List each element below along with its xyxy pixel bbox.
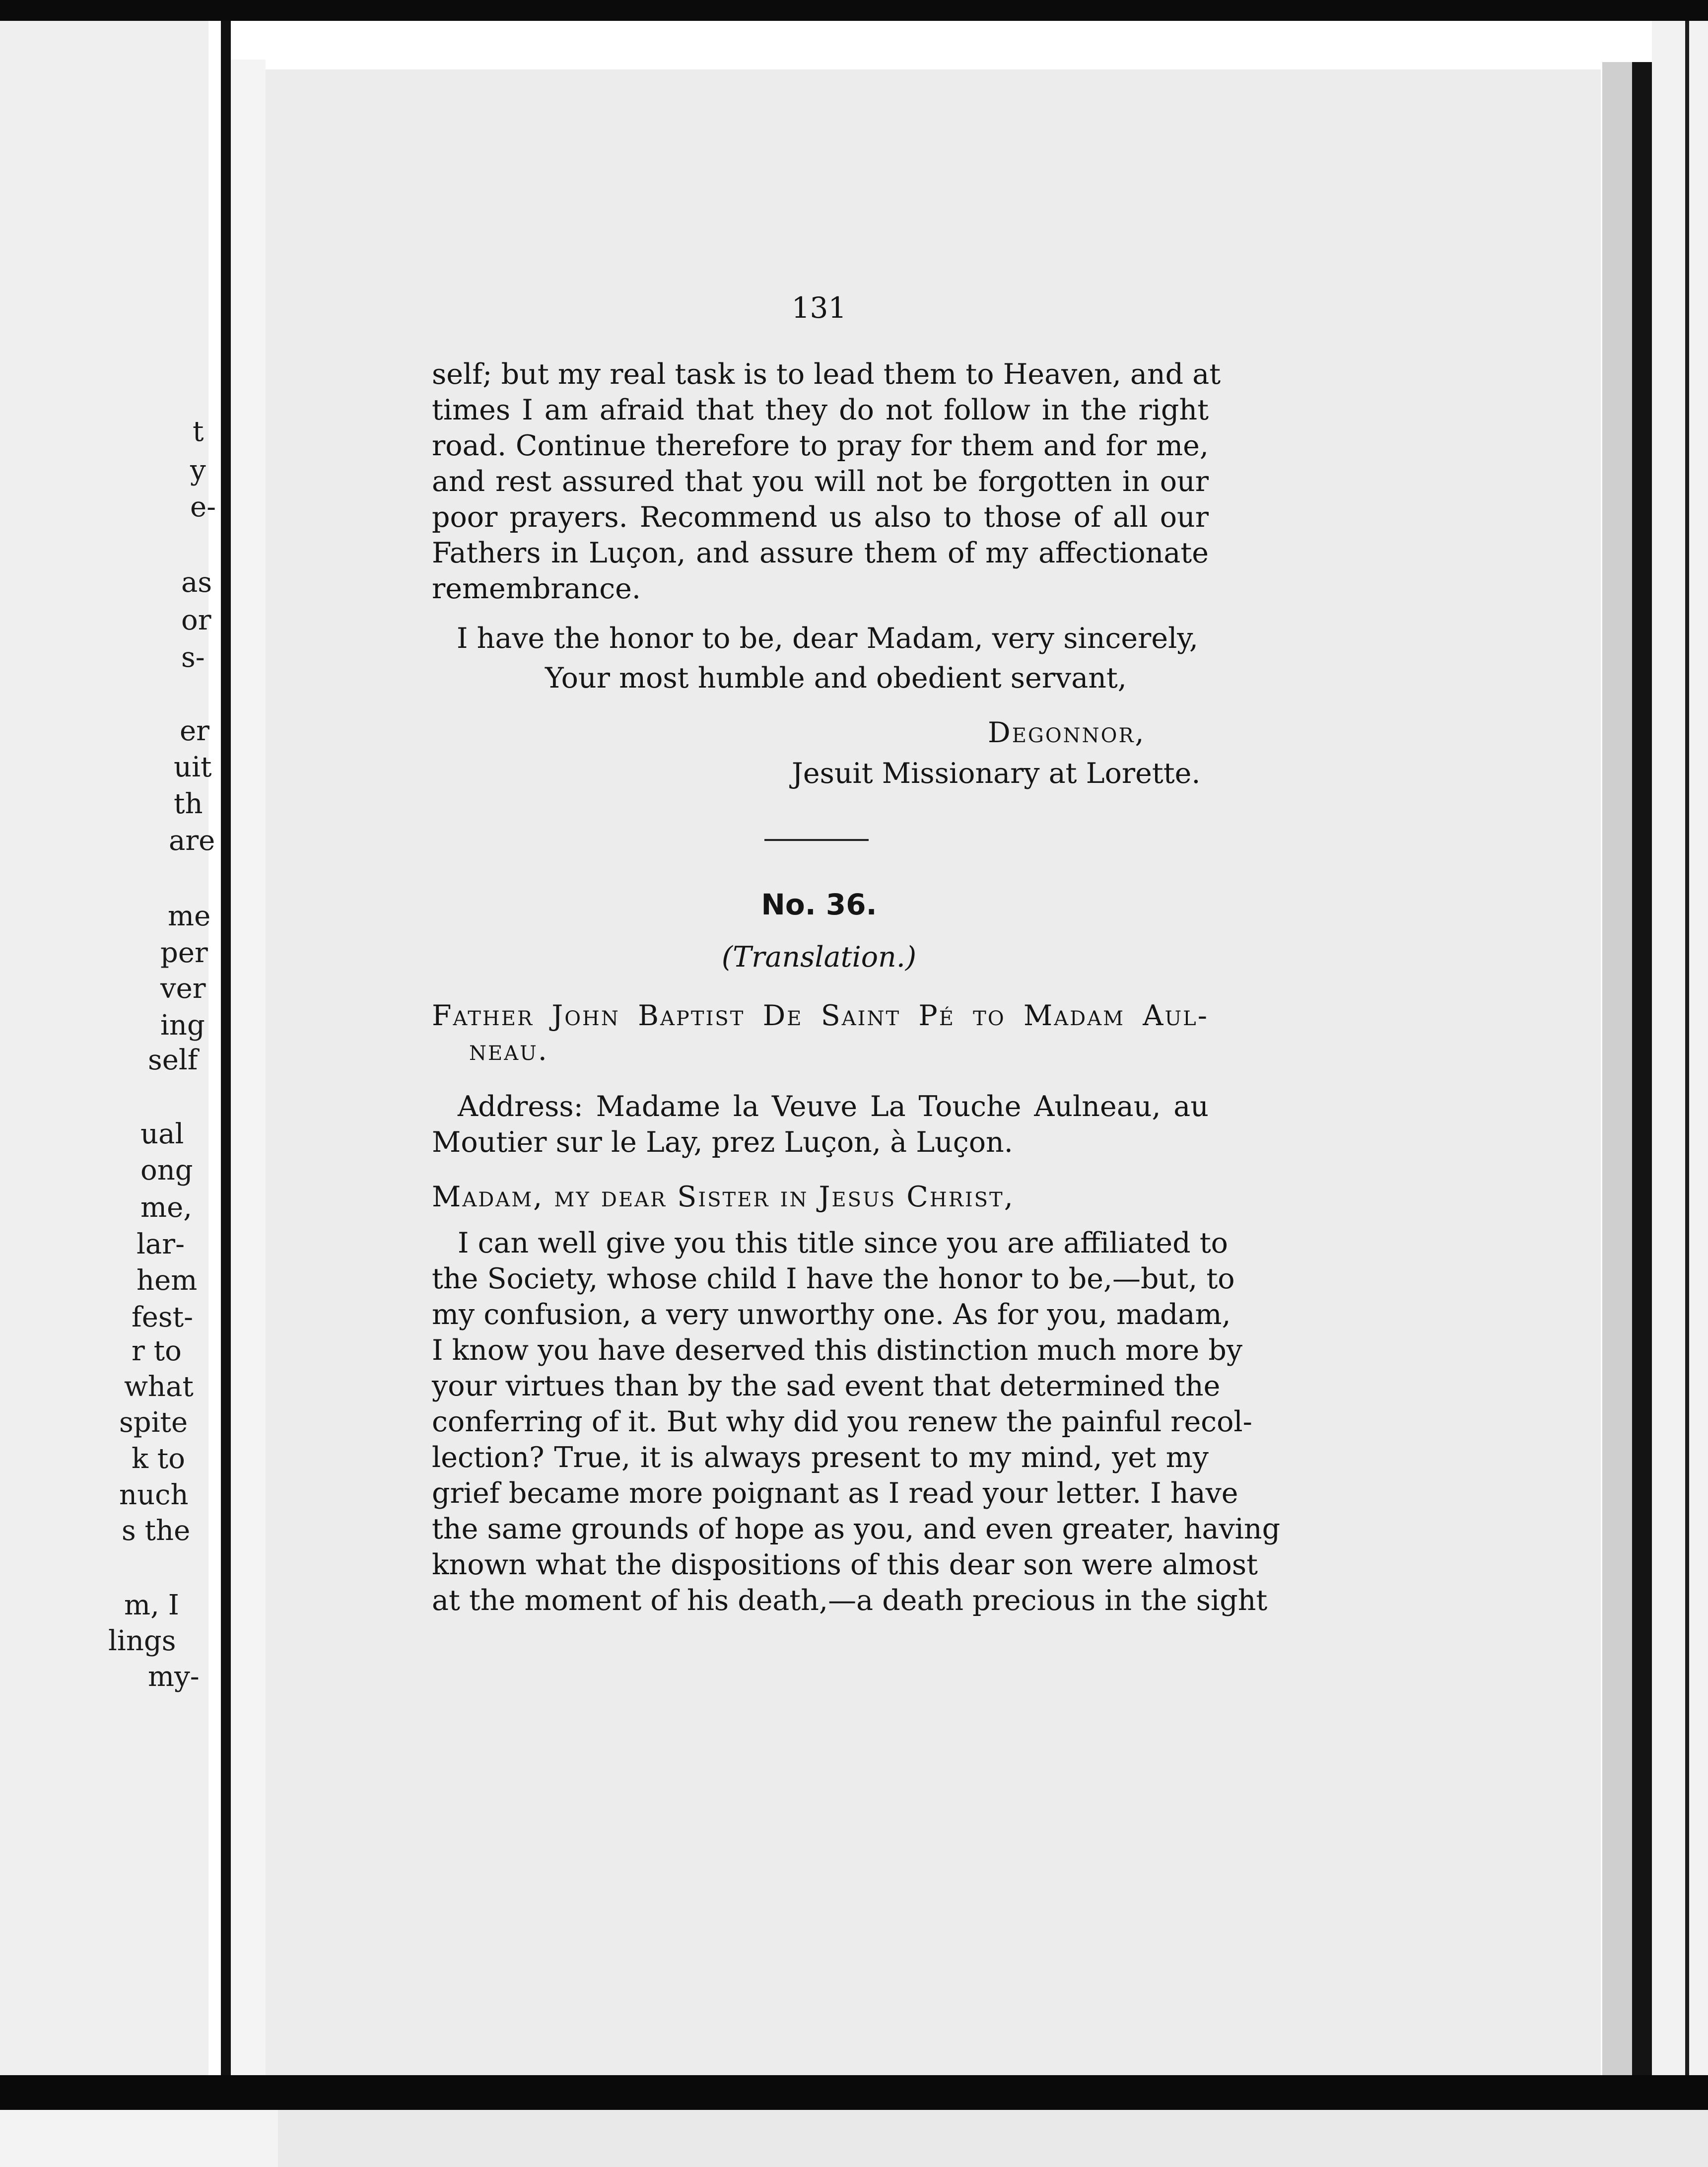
left-fragment: th <box>174 788 203 820</box>
left-fragment: fest- <box>132 1301 194 1333</box>
paragraph-line: road. Continue therefore to pray for them and for me, <box>432 429 1209 462</box>
left-fragment: my- <box>148 1661 200 1693</box>
paragraph-line: your virtues than by the sad event that determined the <box>432 1370 1221 1402</box>
left-fragment: hem <box>137 1264 198 1297</box>
left-fragment: me <box>168 900 211 932</box>
left-fragment: s- <box>181 641 205 674</box>
left-fragment: as <box>181 566 212 599</box>
left-fragment: m, I <box>124 1589 179 1621</box>
film-margin-right <box>1652 21 1708 2110</box>
paragraph-line: remembrance. <box>432 572 641 605</box>
left-fragment: k to <box>132 1443 185 1475</box>
left-fragment: ing <box>160 1009 205 1042</box>
paragraph-line: the Society, whose child I have the honor to be,—but, to <box>432 1262 1235 1295</box>
left-fragment: ver <box>160 973 206 1005</box>
paragraph-line: at the moment of his death,—a death precious in the sight <box>432 1584 1268 1617</box>
left-fragment: self <box>148 1044 198 1076</box>
film-border-right <box>1632 62 1652 2075</box>
translation-note: (Translation.) <box>721 941 917 974</box>
page-edge <box>1602 62 1632 2075</box>
facing-page-left <box>0 21 216 2075</box>
paragraph-line: my confusion, a very unworthy one. As for you, madam, <box>432 1298 1231 1331</box>
paragraph-line: known what the dispositions of this dear son were almost <box>432 1548 1258 1581</box>
paragraph-line: conferring of it. But why did you renew the painful recol- <box>432 1405 1252 1438</box>
signature-title: Jesuit Missionary at Lorette. <box>792 757 1201 790</box>
paragraph-line: I can well give you this title since you are affiliated to <box>458 1227 1228 1259</box>
paragraph-line: poor prayers. Recommend us also to those of all our <box>432 501 1209 534</box>
left-fragment: nuch <box>119 1479 189 1511</box>
salutation: Madam, my dear Sister in Jesus Christ, <box>432 1181 1015 1213</box>
left-fragment: e- <box>190 491 216 523</box>
paragraph-line: grief became more poignant as I read your letter. I have <box>432 1477 1238 1510</box>
left-fragment: lings <box>108 1625 176 1657</box>
signature: Degonnor, <box>988 716 1146 749</box>
film-strip-bottom-left <box>0 2110 278 2167</box>
left-fragment: are <box>169 825 215 857</box>
book-gutter <box>221 21 231 2110</box>
paragraph-line: I know you have deserved this distinction much more by <box>432 1334 1243 1367</box>
paragraph-line: self; but my real task is to lead them to Heaven, and at <box>432 358 1221 391</box>
left-fragment: me, <box>140 1191 193 1224</box>
left-fragment: per <box>160 937 208 969</box>
paragraph-line: the same grounds of hope as you, and even greater, having <box>432 1513 1281 1545</box>
left-fragment: r to <box>132 1335 182 1367</box>
left-fragment: ong <box>140 1154 193 1187</box>
left-fragment: t <box>193 416 204 448</box>
address-line: Address: Madame la Veuve La Touche Aulneau, au <box>458 1090 1209 1123</box>
closing-line: Your most humble and obedient servant, <box>545 662 1127 695</box>
letter-heading: Father John Baptist De Saint Pé to Madam Aul- <box>432 999 1209 1032</box>
left-fragment: spite <box>119 1406 188 1439</box>
address-line: Moutier sur le Lay, prez Luçon, à Luçon. <box>432 1126 1013 1159</box>
left-fragment: lar- <box>137 1228 185 1260</box>
left-fragment: ual <box>140 1118 184 1150</box>
paragraph-line: Fathers in Luçon, and assure them of my affectionate <box>432 537 1209 569</box>
left-fragment: what <box>124 1371 194 1403</box>
left-fragment: s the <box>122 1515 191 1547</box>
gutter-shadow <box>231 60 266 2075</box>
page-number: 131 <box>791 291 847 325</box>
left-fragment: er <box>180 715 209 747</box>
left-fragment: or <box>181 604 211 636</box>
paragraph-line: lection? True, it is always present to my mind, yet my <box>432 1441 1209 1474</box>
film-border-top <box>0 0 1708 21</box>
left-fragment: uit <box>174 751 212 783</box>
paragraph-line: and rest assured that you will not be forgotten in our <box>432 465 1209 498</box>
closing-line: I have the honor to be, dear Madam, very sincerely, <box>457 622 1199 655</box>
section-divider <box>764 839 869 841</box>
letter-number: No. 36. <box>761 888 877 921</box>
letter-heading: neau. <box>469 1034 548 1067</box>
left-fragment: y <box>190 454 206 487</box>
paragraph-line: times I am afraid that they do not follow in the right <box>432 394 1209 426</box>
film-edge-line <box>1685 21 1689 2110</box>
